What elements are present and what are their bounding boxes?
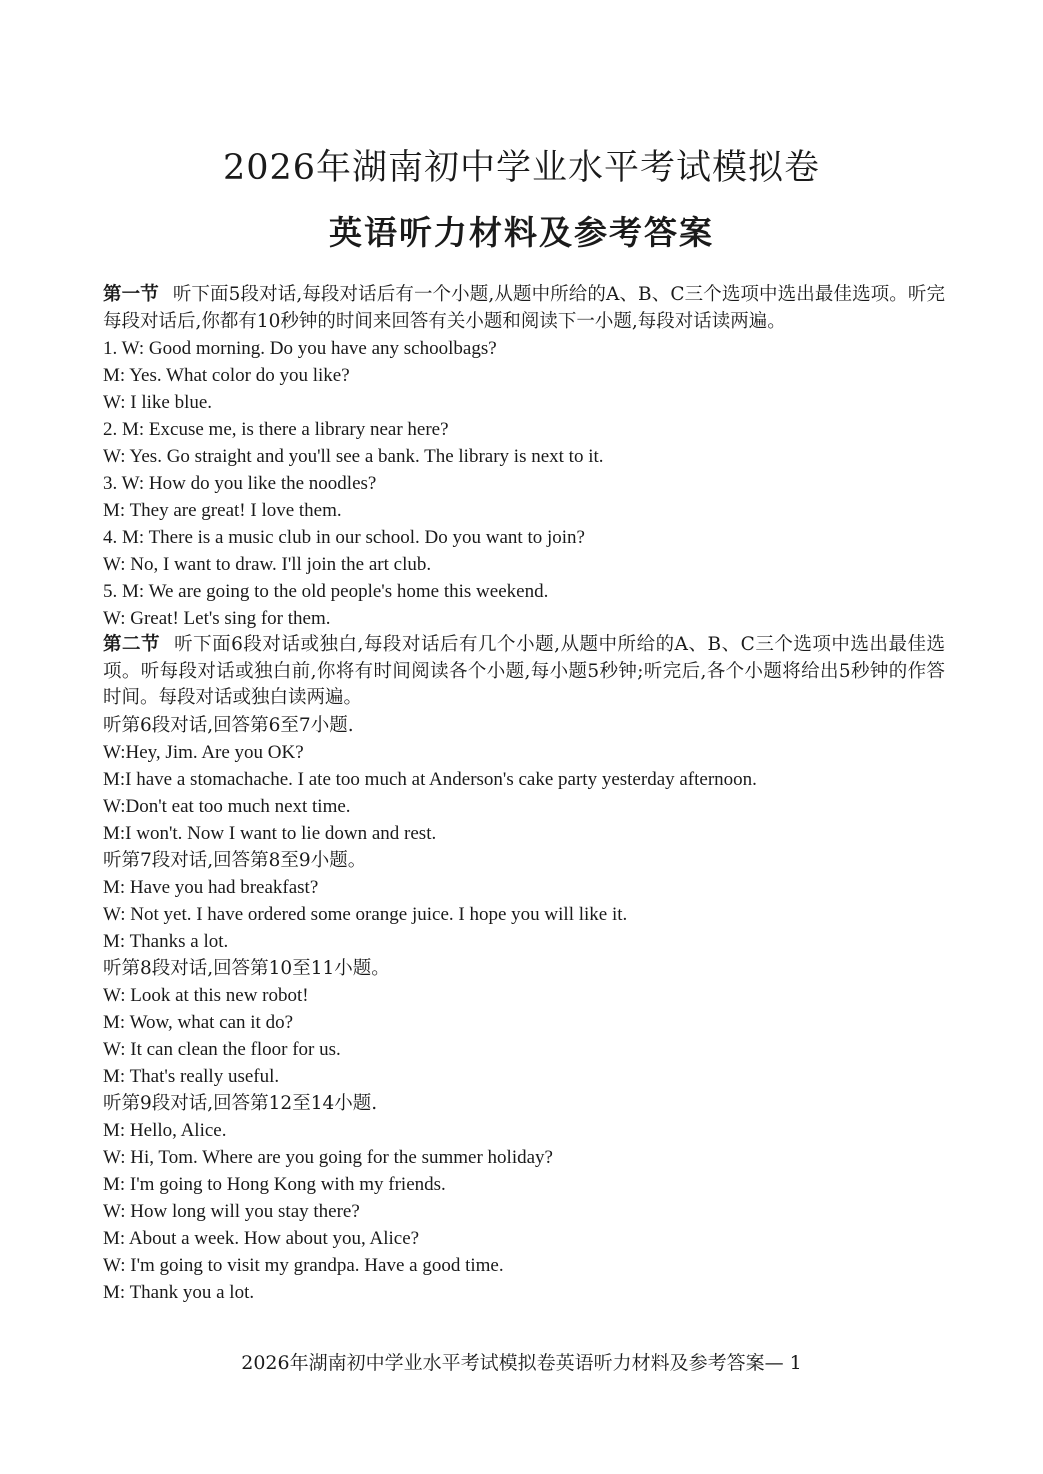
transcript-line: M: About a week. How about you, Alice? — [103, 1227, 420, 1249]
transcript-line: M: Yes. What color do you like? — [103, 365, 350, 386]
dialogue-heading: 听第7段对话,回答第8至9小题。 — [103, 849, 367, 871]
transcript-line: M: Thanks a lot. — [103, 930, 229, 952]
transcript-line: W: It can clean the floor for us. — [103, 1038, 341, 1060]
transcript-line: W:Hey, Jim. Are you OK? — [103, 741, 304, 763]
dialogue-heading: 听第6段对话,回答第6至7小题. — [103, 714, 354, 736]
page-subtitle: 英语听力材料及参考答案 — [329, 213, 714, 252]
section2-instructions-text: 听下面6段对话或独白,每段对话后有几个小题,从题中所给的A、B、C三个选项中选出最佳选项。听每段对话或独白前,你将有时间阅读各个小题,每小题5秒钟;听完后,各个小题将给出5秒钟的作答时间。每段对话或独白读两遍。 — [103, 634, 945, 708]
section1-transcript — [103, 335, 945, 632]
page-title: 2026年湖南初中学业水平考试模拟卷 — [222, 148, 821, 188]
transcript-line: W: How long will you stay there? — [103, 1200, 360, 1222]
transcript-line: M: Thank you a lot. — [103, 1281, 255, 1303]
transcript-line: W: I'm going to visit my grandpa. Have a good time. — [103, 1254, 504, 1276]
transcript-line: W:Don't eat too much next time. — [103, 795, 351, 817]
transcript-line: W: Great! Let's sing for them. — [103, 608, 331, 629]
transcript-line: 5. M: We are going to the old people's home this weekend. — [103, 581, 549, 602]
section1-instructions-text: 听下面5段对话,每段对话后有一个小题,从题中所给的A、B、C三个选项中选出最佳选项。听完每段对话后,你都有10秒钟的时间来回答有关小题和阅读下一小题,每段对话读两遍。 — [103, 284, 945, 332]
transcript-line: M: Have you had breakfast? — [103, 876, 319, 898]
transcript-line: M: Wow, what can it do? — [103, 1011, 294, 1033]
section2-instructions — [103, 632, 945, 712]
transcript-line: W: No, I want to draw. I'll join the art club. — [103, 554, 432, 575]
document-body — [103, 282, 945, 1306]
transcript-line: W: Yes. Go straight and you'll see a bank. The library is next to it. — [103, 446, 604, 467]
section1-instructions — [103, 282, 945, 335]
transcript-line: M:I won't. Now I want to lie down and rest. — [103, 822, 437, 844]
transcript-line: W: I like blue. — [103, 392, 213, 413]
page-footer: 2026年湖南初中学业水平考试模拟卷英语听力材料及参考答案— 1 — [241, 1352, 802, 1374]
dialogue-heading: 听第9段对话,回答第12至14小题. — [103, 1092, 378, 1114]
transcript-line: 3. W: How do you like the noodles? — [103, 473, 377, 494]
transcript-line: W: Look at this new robot! — [103, 984, 309, 1006]
section1-label: 第一节 — [103, 284, 159, 305]
section2-label: 第二节 — [103, 634, 161, 655]
transcript-line: 2. M: Excuse me, is there a library near here? — [103, 419, 449, 440]
transcript-line: W: Hi, Tom. Where are you going for the summer holiday? — [103, 1146, 553, 1168]
section2-transcript — [103, 712, 945, 1306]
transcript-line: W: Not yet. I have ordered some orange juice. I hope you will like it. — [103, 903, 628, 925]
transcript-line: M: That's really useful. — [103, 1065, 280, 1087]
transcript-line: M: They are great! I love them. — [103, 500, 342, 521]
transcript-line: M: Hello, Alice. — [103, 1119, 227, 1141]
transcript-line: 1. W: Good morning. Do you have any schoolbags? — [103, 338, 497, 359]
transcript-line: M: I'm going to Hong Kong with my friends. — [103, 1173, 446, 1195]
transcript-line: M:I have a stomachache. I ate too much at Anderson's cake party yesterday afternoon. — [103, 768, 757, 790]
dialogue-heading: 听第8段对话,回答第10至11小题。 — [103, 957, 390, 979]
transcript-line: 4. M: There is a music club in our school. Do you want to join? — [103, 527, 585, 548]
